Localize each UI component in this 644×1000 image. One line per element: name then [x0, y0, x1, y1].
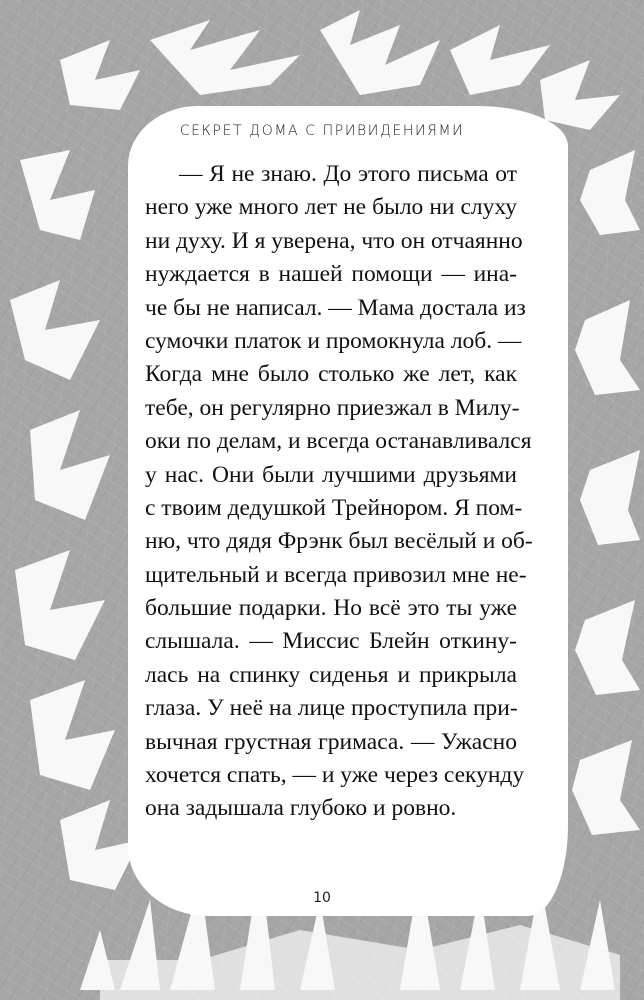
text-line: ни духу. И я уверена, что он отчаянно [145, 227, 523, 254]
text-line: Когда мне было столько же лет, как [145, 361, 517, 388]
text-line: — Я не знаю. До этого письма от [179, 161, 517, 187]
text-line: у нас. Они были лучшими друзьями [145, 461, 517, 488]
text-line: щительный и всегда привозил мне не- [145, 561, 527, 588]
text-line: с твоим дедушкой Трейнором. Я пом- [145, 494, 523, 521]
body-paragraph [145, 158, 533, 826]
text-line: слышала. — Миссис Блейн откину- [145, 628, 517, 655]
text-line: сумочки платок и промокнула лоб. — [145, 327, 522, 354]
text-line: большие подарки. Но всё это ты уже [145, 595, 517, 622]
text-line: че бы не написал. — Мама достала из [145, 294, 526, 321]
text-line: нуждается в нашей помощи — ина- [145, 261, 517, 288]
text-line: она задышала глубоко и ровно. [145, 795, 457, 822]
text-line: него уже много лет не было ни слуху [145, 194, 517, 221]
text-line: глаза. У неё на лице проступила при- [145, 695, 518, 722]
text-line: оки по делам, и всегда останавливался [145, 428, 532, 455]
text-line: вычная грустная гримаса. — Ужасно [145, 728, 517, 755]
text-line: ню, что дядя Фрэнк был весёлый и об- [145, 528, 533, 555]
text-line: хочется спать, — и уже через секунду [145, 762, 525, 789]
text-line: лась на спинку сиденья и прикрыла [145, 661, 517, 688]
text-line: тебе, он регулярно приезжал в Милу- [145, 394, 520, 421]
page-number: 10 [313, 890, 331, 906]
running-head: СЕКРЕТ ДОМА С ПРИВИДЕНИЯМИ [179, 123, 465, 139]
